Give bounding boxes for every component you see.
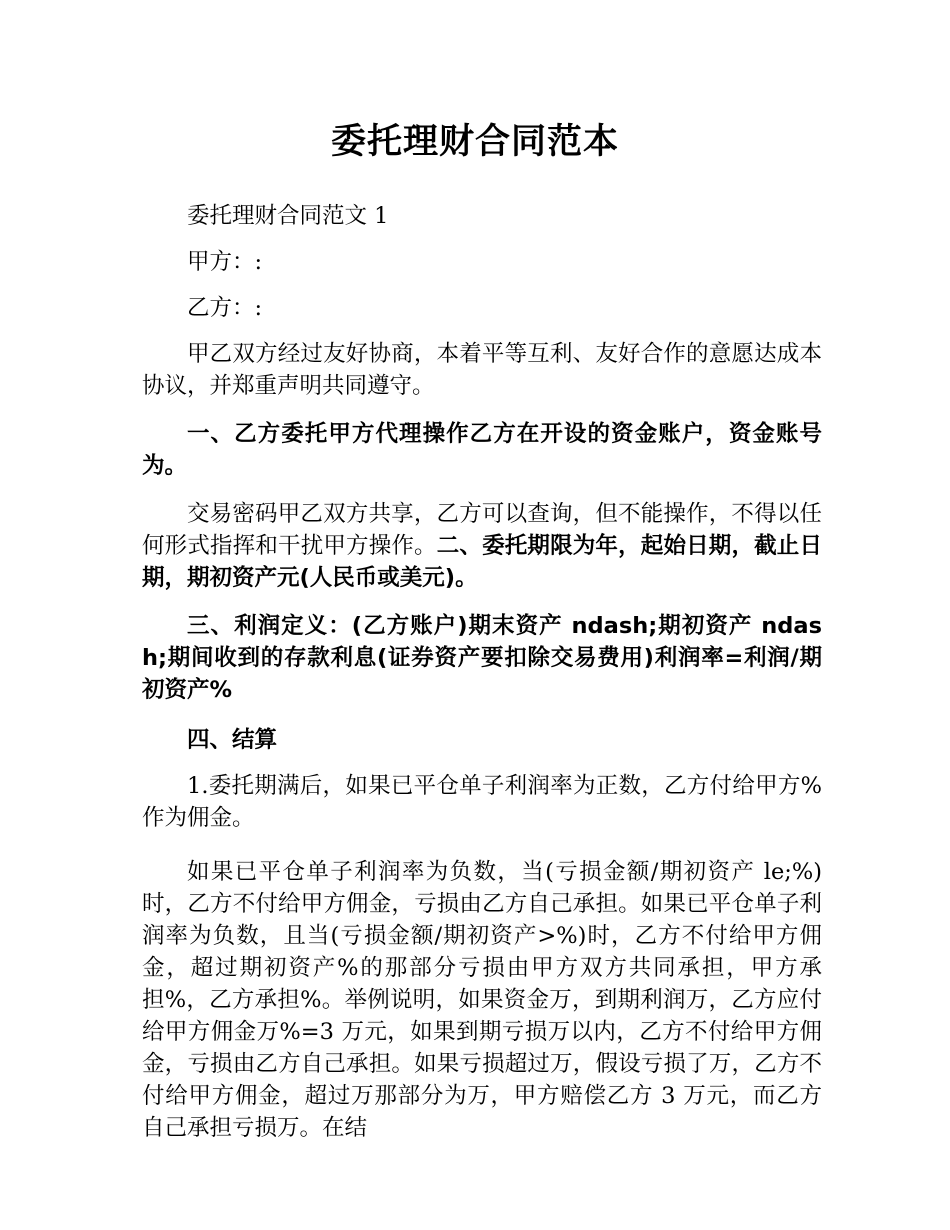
document-subtitle: 委托理财合同范文 1 [187,203,389,229]
section-2-text: 二、委托期限为年，起始日期，截止日期，期初资产元(人民币或美元)。 [142,533,822,591]
document-body [142,200,822,1144]
section-3-paragraph: 三、利润定义：(乙方账户)期末资产 ndash;期初资产 ndash;期间收到的存款利息(证券资产要扣除交易费用)利润率=利润/期初资产% [142,613,822,703]
intro-paragraph: 甲乙双方经过友好协商，本着平等互利、友好合作的意愿达成本协议，并郑重声明共同遵守。 [142,341,822,399]
party-a-line: 甲方：: [187,249,263,275]
document-title: 委托理财合同范本 [330,122,619,162]
trading-paragraph [142,498,822,594]
trading-text: 交易密码甲乙双方共享，乙方可以查询，但不能操作，不得以任何形式指挥和干扰甲方操作。 [142,501,822,559]
party-b-line: 乙方：: [187,295,263,321]
section-4-heading: 四、结算 [187,727,278,753]
section-1-heading: 一、乙方委托甲方代理操作乙方在开设的资金账户，资金账号为。 [142,421,822,479]
settlement-clause-2: 如果已平仓单子利润率为负数，当(亏损金额/期初资产 le;%)时，乙方不付给甲方佣金，亏损由乙方自己承担。如果已平仓单子利润率为负数，且当(亏损金额/期初资产>%)时，乙方不付给甲方佣金，超过期初资产%的那部分亏损由甲方双方共同承担，甲方承担%，乙方承担%。举例说明，如果资金万，到期利润万，乙方应付给甲方佣金万%=3 万元，如果到期亏损万以内，乙方不付给甲方佣金，亏损由乙方自己承担。如果亏损超过万，假设亏损了万，乙方不付给甲方佣金，超过万那部分为万，甲方赔偿乙方 3 万元，而乙方自己承担亏损万。在结 [142,859,822,1141]
settlement-clause-1: 1.委托期满后，如果已平仓单子利润率为正数，乙方付给甲方%作为佣金。 [142,773,822,831]
